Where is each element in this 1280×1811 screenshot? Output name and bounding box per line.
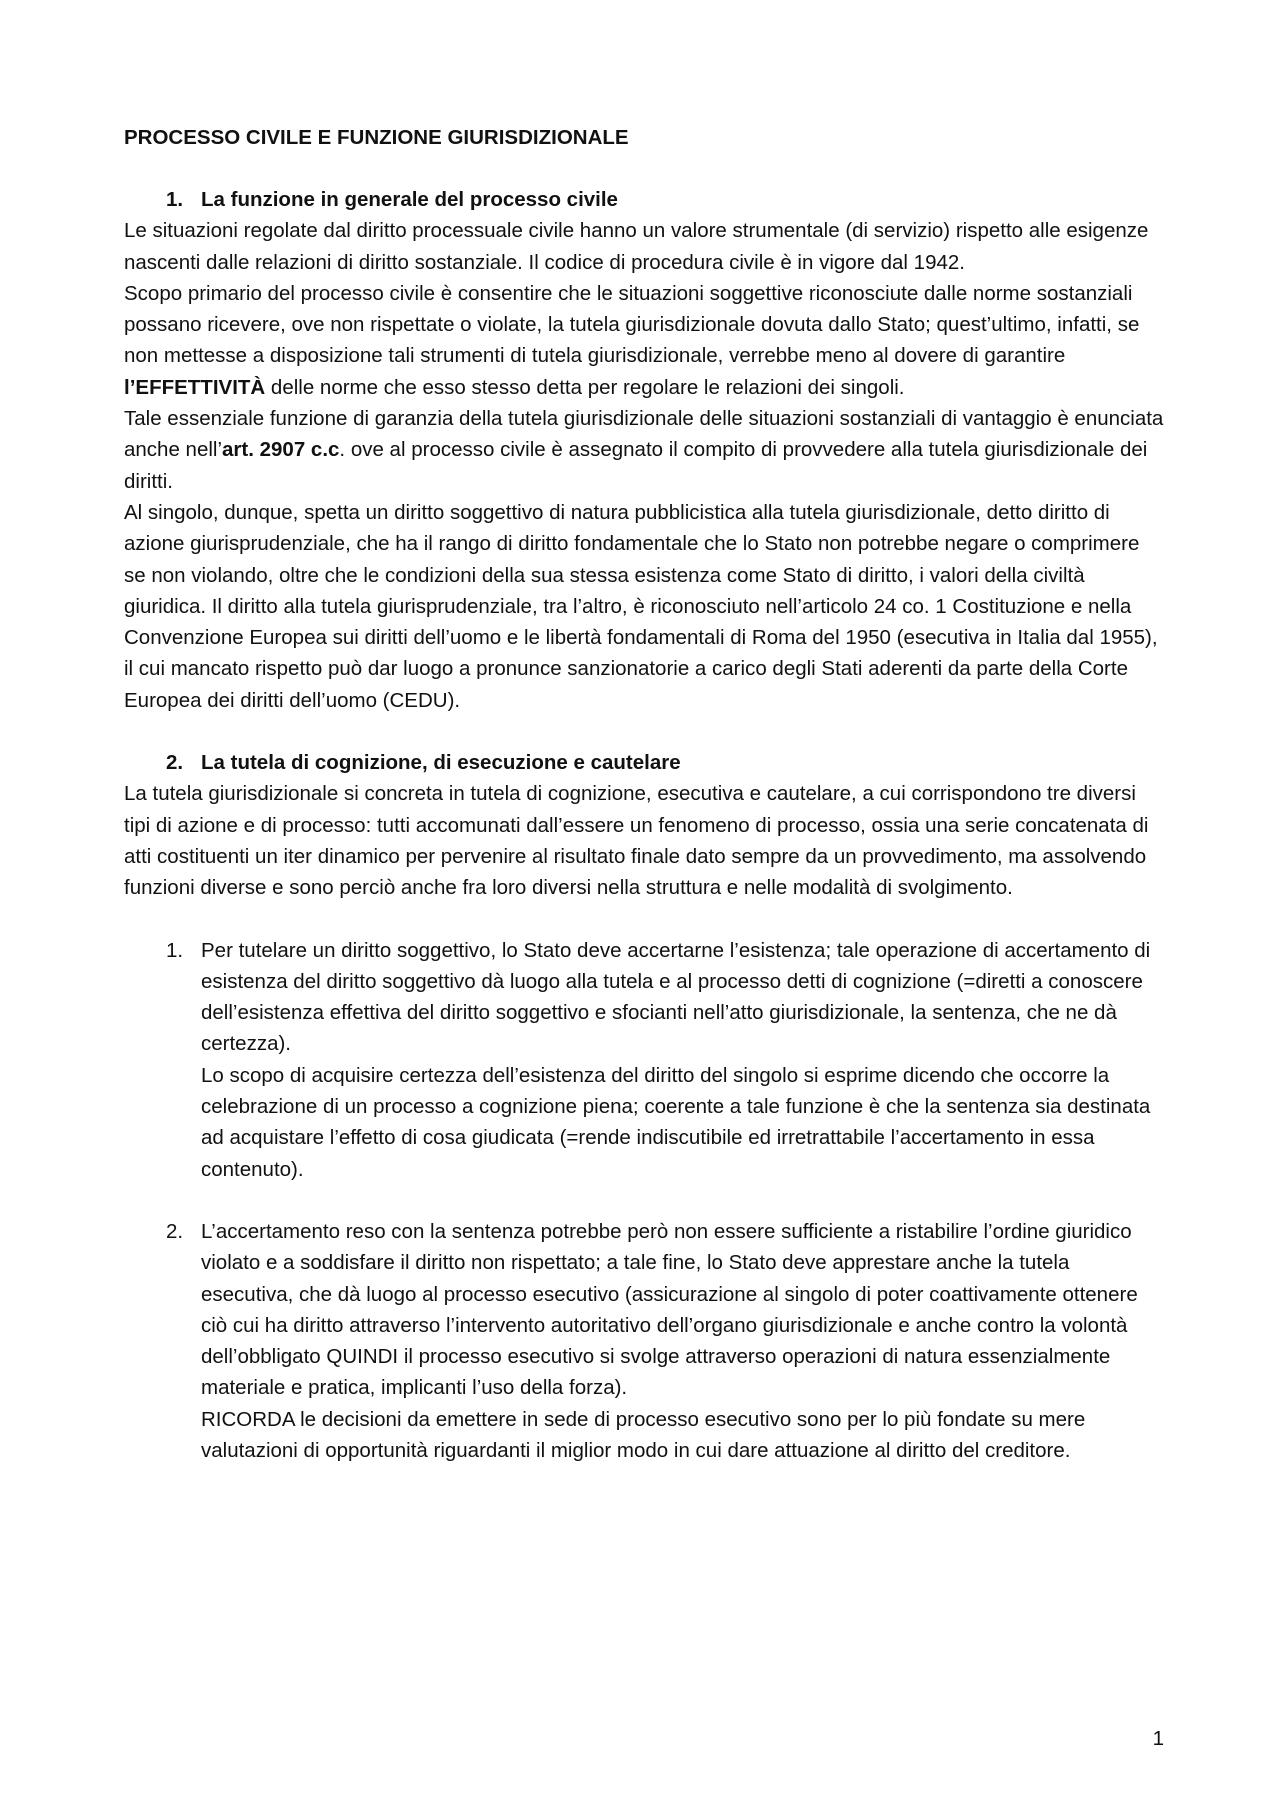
paragraph-text: . ove al processo civile è assegnato il compito di provvedere alla tutela giurisdizionale dei diritti.	[124, 438, 1148, 493]
list-item-number: 2.	[166, 1219, 184, 1243]
list-item-paragraph-1: Per tutelare un diritto soggettivo, lo Stato deve accertarne l’esistenza; tale operazione di accertamento di esistenza del diritto soggettivo dà luogo alla tutela e al processo detti di cognizione (=diretti a conoscere dell’esistenza effettiva del diritto soggettivo e sfocianti nell’atto giurisdizionale, la sentenza, che ne dà certezza).	[201, 938, 1151, 1056]
list-item-paragraph-2: Lo scopo di acquisire certezza dell’esistenza del diritto del singolo si esprime dicendo che occorre la celebrazione di un processo a cognizione piena; coerente a tale funzione è che la sentenza sia destinata ad acquistare l’effetto di cosa giudicata (=rende indiscutibile ed irretrattabile l’accertamento in essa contenuto).	[201, 1063, 1151, 1181]
section-2-number: 2.	[166, 751, 184, 775]
section-2-heading	[124, 747, 1164, 778]
page-number: 1	[1152, 1727, 1164, 1750]
section-1-paragraph-4: Al singolo, dunque, spetta un diritto soggettivo di natura pubblicistica alla tutela giurisdizionale, detto diritto di azione giurisprudenziale, che ha il rango di diritto fondamentale che lo Stato non potrebbe negare o comprimere se non violando, oltre che le condizioni della sua stessa esistenza come Stato di diritto, i valori della civiltà giuridica. Il diritto alla tutela giurisprudenziale, tra l’altro, è riconosciuto nell’articolo 24 co. 1 Costituzione e nella Convenzione Europea sui diritti dell’uomo e le libertà fondamentali di Roma del 1950 (esecutiva in Italia dal 1955), il cui mancato rispetto può dar luogo a pronunce sanzionatorie a carico degli Stati aderenti da parte della Corte Europea dei diritti dell’uomo (CEDU).	[124, 500, 1158, 712]
paragraph-text: delle norme che esso stesso detta per regolare le relazioni dei singoli.	[265, 375, 905, 399]
section-2-title: La tutela di cognizione, di esecuzione e cautelare	[201, 751, 681, 775]
section-1-number: 1.	[166, 188, 184, 211]
bold-term-article: art. 2907 c.c	[222, 438, 340, 462]
list-item	[124, 935, 1164, 1185]
list-item-number: 1.	[166, 938, 184, 962]
list-item-paragraph-2: RICORDA le decisioni da emettere in sede di processo esecutivo sono per lo più fondate su mere valutazioni di opportunità riguardanti il miglior modo in cui dare attuazione al diritto del creditore.	[201, 1407, 1086, 1462]
section-1-paragraph-3	[124, 403, 1164, 497]
list-item-paragraph-1: L’accertamento reso con la sentenza potrebbe però non essere sufficiente a ristabilire l’ordine giuridico violato e a soddisfare il diritto non rispettato; a tale fine, lo Stato deve apprestare anche la tutela esecutiva, che dà luogo al processo esecutivo (assicurazione al singolo di poter coattivamente ottenere ciò cui ha diritto attraverso l’intervento autoritativo dell’organo giurisdizionale e anche contro la volontà dell’obbligato QUINDI il processo esecutivo si svolge attraverso operazioni di natura essenzialmente materiale e pratica, implicanti l’uso della forza).	[201, 1219, 1138, 1400]
bold-term-effettivita: l’EFFETTIVITÀ	[124, 375, 266, 399]
paragraph-text: Scopo primario del processo civile è consentire che le situazioni soggettive riconosciute dalle norme sostanziali possano ricevere, ove non rispettate o violate, la tutela giurisdizionale dovuta dallo Stato; quest’ultimo, infatti, se non mettesse a disposizione tali strumenti di tutela giurisdizionale, verrebbe meno al dovere di garantire	[124, 281, 1140, 368]
paragraph-text: Tale essenziale funzione di garanzia della tutela giurisdizionale delle situazioni sostanziali di vantaggio è enunciata anche nell’	[124, 407, 1164, 462]
section-1-paragraph-1: Le situazioni regolate dal diritto processuale civile hanno un valore strumentale (di servizio) rispetto alle esigenze nascenti dalle relazioni di diritto sostanziale. Il codice di procedura civile è in vigore dal 1942.	[124, 219, 1149, 274]
list-item	[124, 1216, 1164, 1466]
document-content	[124, 122, 1164, 1466]
section-1-paragraph-2	[124, 278, 1164, 403]
section-1-heading	[124, 184, 1164, 215]
document-title: PROCESSO CIVILE E FUNZIONE GIURISDIZIONALE	[124, 126, 629, 149]
section-2-paragraph-1: La tutela giurisdizionale si concreta in tutela di cognizione, esecutiva e cautelare, a cui corrispondono tre diversi tipi di azione e di processo: tutti accomunati dall’essere un fenomeno di processo, ossia una serie concatenata di atti costituenti un iter dinamico per pervenire al risultato finale dato sempre da un provvedimento, ma assolvendo funzioni diverse e sono perciò anche fra loro diversi nella struttura e nelle modalità di svolgimento.	[124, 782, 1149, 900]
section-1-title: La funzione in generale del processo civile	[201, 188, 618, 211]
